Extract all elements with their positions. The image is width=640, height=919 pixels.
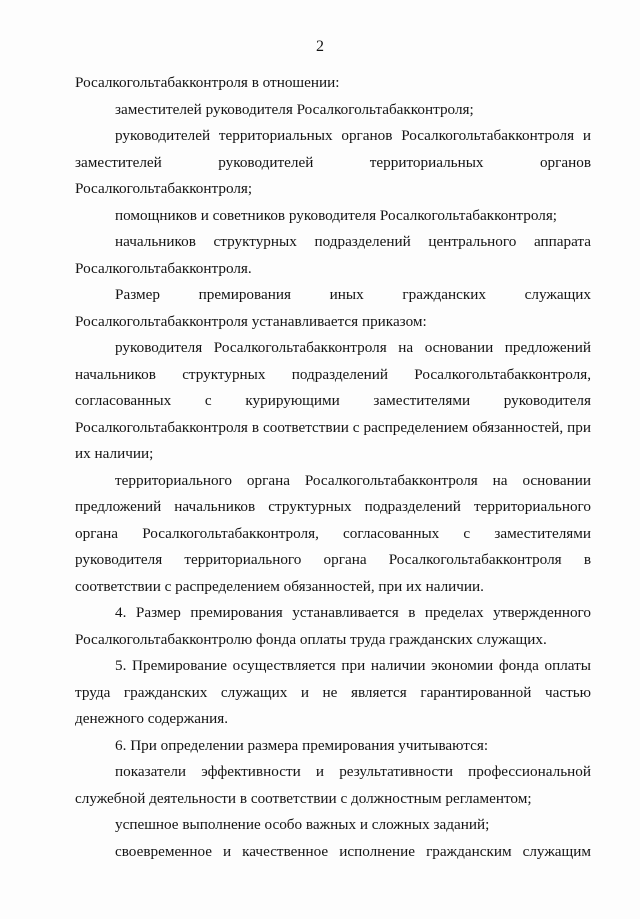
paragraph: своевременное и качественное исполнение гражданским служащим <box>115 842 591 860</box>
paragraph: 4. Размер премирования устанавливается в пределах утвержденного Росалкогольтабакконтролю фонда оплаты труда гражданских служащих. <box>75 604 591 648</box>
paragraph: помощников и советников руководителя Росалкогольтабакконтроля; <box>115 206 558 224</box>
paragraph: показатели эффективности и результативности профессиональной служебной деятельности в соответствии с должностным регламентом; <box>75 763 591 807</box>
paragraph: успешное выполнение особо важных и сложных заданий; <box>115 816 490 833</box>
paragraph: территориального органа Росалкогольтабакконтроля на основании предложений начальников структурных подразделений территориального органа Росалкогольтабакконтроля, согласованных с заместителями руководителя территориального органа Росалкогольтабакконтроля в соответствии с распределением обязанностей, при их наличии. <box>75 471 591 595</box>
paragraph: 5. Премирование осуществляется при наличии экономии фонда оплаты труда гражданских служащих и не является гарантированной частью денежного содержания. <box>75 657 591 727</box>
paragraph: заместителей руководителя Росалкогольтабакконтроля; <box>115 100 474 118</box>
paragraph: руководителя Росалкогольтабакконтроля на основании предложений начальников структурных подразделений Росалкогольтабакконтроля, согласованных с курирующими заместителями руководителя Росалкогольтабакконтроля в соответствии с распределением обязанностей, при их наличии; <box>75 339 591 462</box>
document-body <box>75 70 591 865</box>
paragraph: 6. При определении размера премирования учитываются: <box>115 736 489 754</box>
paragraph: Росалкогольтабакконтроля в отношении: <box>75 74 340 91</box>
paragraph: руководителей территориальных органов Росалкогольтабакконтроля и заместителей руководителей территориальных органов Росалкогольтабакконтроля; <box>75 127 591 197</box>
page-number: 2 <box>316 38 324 55</box>
paragraph: Размер премирования иных гражданских служащих Росалкогольтабакконтроля устанавливается приказом: <box>75 286 591 330</box>
paragraph: начальников структурных подразделений центрального аппарата Росалкогольтабакконтроля. <box>75 233 591 277</box>
